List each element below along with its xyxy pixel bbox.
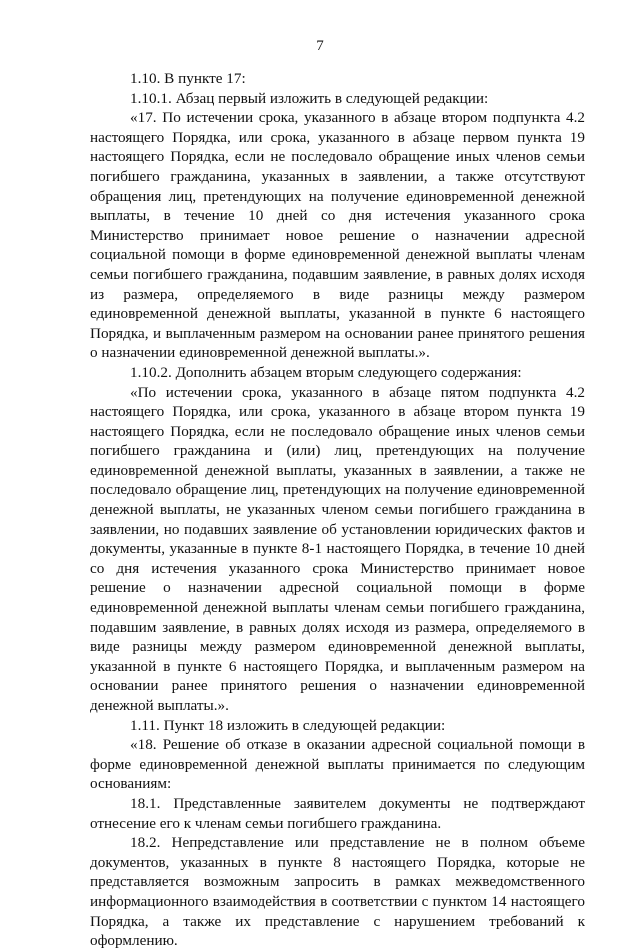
paragraph: «По истечении срока, указанного в абзаце пятом подпункта 4.2 настоящего Порядка, или срока, указанного в абзаце втором пункта 19 настоящего Порядка, если не последовало обращение иных членов семьи погибшего гражданина и (или) лиц, претендующих на получение единовременной денежной выплаты, указанных в заявлении, а также не последовало обращение лиц, претендующих на получение единовременной денежной выплаты, не указанных членом семьи погибшего гражданина в заявлении, но подавших заявление об установлении юридических фактов и документы, указанные в пункте 8-1 настоящего Порядка, в течение 10 дней со дня истечения указанного срока Министерство принимает новое решение о назначении адресной социальной помощи в форме единовременной денежной выплаты членам семьи погибшего гражданина, подавшим заявление, в равных долях исходя из размера, определяемого в виде разницы между размером единовременной денежной выплаты, указанной в пункте 6 настоящего Порядка, и выплаченным размером на основании ранее принятого решения о назначении единовременной денежной выплаты.». xyxy=(90,383,585,714)
paragraph: «17. По истечении срока, указанного в абзаце втором подпункта 4.2 настоящего Порядка, или срока, указанного в абзаце первом пункта 19 настоящего Порядка, если не последовало обращение иных членов семьи погибшего гражданина, указанных в заявлении, а также отсутствуют обращения лиц, претендующих на получение единовременной денежной выплаты, в течение 10 дней со дня истечения указанного срока Министерство принимает новое решение о назначении адресной социальной помощи в форме единовременной денежной выплаты членам семьи погибшего гражданина, подавшим заявление, в равных долях исходя из размера, определяемого в виде разницы между размером единовременной денежной выплаты, указанной в пункте 6 настоящего Порядка, и выплаченным размером на основании ранее принятого решения о назначении единовременной денежной выплаты.». xyxy=(90,109,585,362)
paragraph: 18.1. Представленные заявителем документы не подтверждают отнесение его к членам семьи погибшего гражданина. xyxy=(90,794,585,832)
paragraph: 1.10.1. Абзац первый изложить в следующей редакции: xyxy=(130,89,489,107)
paragraph: «18. Решение об отказе в оказании адресной социальной помощи в форме единовременной денежной выплаты принимается по следующим основаниям: xyxy=(90,736,585,793)
page-number: 7 xyxy=(316,38,324,54)
paragraph: 1.11. Пункт 18 изложить в следующей редакции: xyxy=(130,716,446,734)
document-body xyxy=(90,69,585,951)
paragraph: 1.10. В пункте 17: xyxy=(130,70,246,87)
paragraph: 1.10.2. Дополнить абзацем вторым следующего содержания: xyxy=(130,363,522,381)
paragraph: 18.2. Непредставление или представление не в полном объеме документов, указанных в пункте 8 настоящего Порядка, которые не представляется возможным запросить в рамках межведомственного информационного взаимодействия в соответствии с пунктом 14 настоящего Порядка, а также их представление с нарушением требований к оформлению. xyxy=(90,834,585,950)
